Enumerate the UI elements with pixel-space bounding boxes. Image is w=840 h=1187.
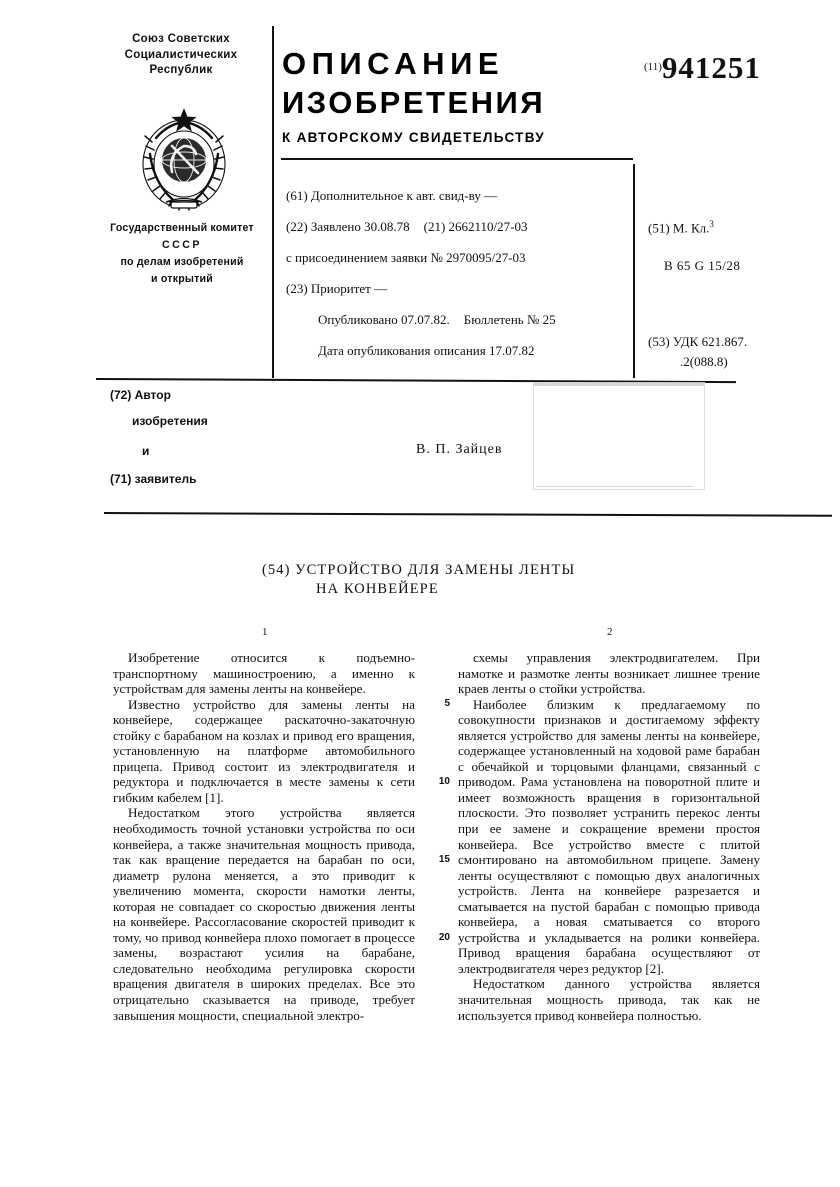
- line-number-10: 10: [438, 776, 450, 787]
- committee-line-3: по делам изобретений: [120, 256, 244, 268]
- field-join-application: с присоединением заявки № 2970095/27-03: [286, 250, 526, 265]
- published-date: Опубликовано 07.07.82.: [318, 312, 450, 327]
- field-71-label: (71) заявитель: [110, 472, 197, 486]
- body-column-left: [113, 650, 415, 1023]
- header-title-underline: [281, 158, 633, 160]
- document-type-title: [282, 46, 632, 148]
- field-72-sublabel: изобретения: [132, 414, 208, 428]
- union-line-3: Республик: [149, 64, 213, 76]
- classification-block: [648, 214, 840, 372]
- header-vertical-divider-left: [272, 26, 274, 378]
- field-51-label: [648, 214, 840, 238]
- line-number-20: 20: [438, 932, 450, 943]
- field-72-label: (72) Автор: [110, 388, 171, 402]
- ussr-state-emblem-icon: [138, 102, 230, 214]
- paragraph: Наиболее близким к предлагаемому по совокупности признаков и достигаемому эффекту является устройство для замены ленты на конвейере, содержащее установленный на ходовой раме барабан с обечайкой и торцовыми фланцами, связанный с приводом. Рама установлена на поворотной плите и имеет возможность вращения в горизонтальной плоскости. Это позволяет устранить перекос ленты при ее замене и сокращение времени простоя конвейера. Все устройство вместе с плитой смонтировано на автомобильном прицепе. Замену ленты осуществляют с помощью двух аналогичных устройств. Лента на конвейере разрезается и сматывается на пустой барабан с помощью привода конвейера, а новая сматывается со второго устройства и укладывается на ролики конвейера. Привод вращения барабана осуществляют от электродвигателя через редуктор [2].: [458, 696, 760, 976]
- body-column-right: [458, 650, 760, 1023]
- paragraph: Недостатком данного устройства является значительная мощность привода, так как не используется привод конвейера полностью.: [458, 976, 760, 1023]
- field-54-code: (54): [262, 562, 291, 578]
- line-number-5: 5: [444, 698, 450, 709]
- field-53-udk: [648, 332, 840, 372]
- udk-line-2: .2(088.8): [680, 354, 728, 370]
- patent-number-block: [644, 50, 840, 86]
- author-name: В. П. Зайцев: [416, 442, 503, 457]
- patent-number-value: 941251: [661, 50, 761, 85]
- field-published: [286, 304, 631, 335]
- field-22-21: [286, 211, 631, 242]
- title-opisanie: ОПИСАНИЕ: [282, 46, 505, 81]
- invention-title-text-2: НА КОНВЕЙЕРЕ: [316, 581, 439, 597]
- field-21: (21) 2662110/27-03: [423, 219, 528, 234]
- committee-line-4: и открытий: [151, 273, 213, 285]
- invention-title-text-1: УСТРОЙСТВО ДЛЯ ЗАМЕНЫ ЛЕНТЫ: [295, 562, 576, 578]
- column-number-right: 2: [607, 626, 613, 638]
- author-and-label: и: [142, 444, 150, 458]
- line-number-15: 15: [438, 854, 450, 865]
- title-subtitle: К АВТОРСКОМУ СВИДЕТЕЛЬСТВУ: [282, 130, 545, 145]
- paragraph: Изобретение относится к подъемно-транспортному машиностроению, а именно к устройствам для замены ленты на конвейере.: [113, 650, 415, 697]
- bulletin-number: Бюллетень № 25: [463, 312, 556, 327]
- paragraph: Недостатком этого устройства является необходимость точной установки устройства по оси конвейера, а также значительная мощность привода, так как вращение передается на барабан по оси, диаметр рулона меняется, а это приводит к увеличению момента, скорости намотки ленты, которая не совпадает со скоростью движения ленты на конвейере. Рассогласование скоростей приводит к тому, чо привод конвейера плохо помогает в процессе замены, возрастают усилия на барабане, следовательно необходима регулировка скорости вращения двигателя в широких пределах. Все это отрицательно сказывается на приводе, требует завышения мощности, специальной электро-: [113, 805, 415, 1023]
- state-committee-name: [96, 220, 268, 288]
- union-name: [96, 32, 266, 79]
- header-vertical-divider-right: [633, 164, 635, 378]
- patent-number-code: (11): [644, 61, 662, 73]
- paragraph: схемы управления электродвигателем. При намотке и размотке ленты возникает лишнее трение краев ленты о стойки устройства.: [458, 650, 760, 697]
- bibliographic-data: [286, 180, 631, 366]
- committee-line-2: СССР: [161, 239, 203, 251]
- field-61: (61) Дополнительное к авт. свид-ву —: [286, 188, 498, 203]
- invention-title-line-1: [262, 561, 682, 580]
- field-22: (22) Заявлено 30.08.78: [286, 219, 410, 234]
- committee-line-1: Государственный комитет: [110, 222, 254, 234]
- field-publication-date: Дата опубликования описания 17.07.82: [318, 343, 535, 358]
- mkl-edition: 3: [709, 219, 714, 229]
- column-number-left: 1: [262, 626, 268, 638]
- union-line-2: Социалистических: [124, 48, 238, 61]
- paragraph: Известно устройство для замены ленты на конвейере, содержащее раскаточно-закаточную стойку с барабаном на козлах и привод его вращения, установленную на платформе автомобильного прицепа. Привод состоит из электродвигателя и редуктора и подключается в месте замены к сети гибким кабелем [1].: [113, 696, 415, 805]
- invention-title: [262, 561, 682, 599]
- scan-artifact-smudge: [533, 382, 705, 490]
- section-separator-rule: [104, 512, 832, 516]
- udk-line-1: (53) УДК 621.867.: [648, 334, 748, 350]
- author-block: [96, 382, 838, 512]
- ipc-code: B 65 G 15/28: [664, 258, 741, 274]
- title-izobreteniya: ИЗОБРЕТЕНИЯ: [282, 85, 546, 120]
- document-header: [96, 24, 838, 380]
- union-line-1: Союз Советских: [132, 33, 230, 45]
- field-23: (23) Приоритет —: [286, 281, 388, 296]
- mkl-text: (51) М. Кл.: [648, 220, 710, 236]
